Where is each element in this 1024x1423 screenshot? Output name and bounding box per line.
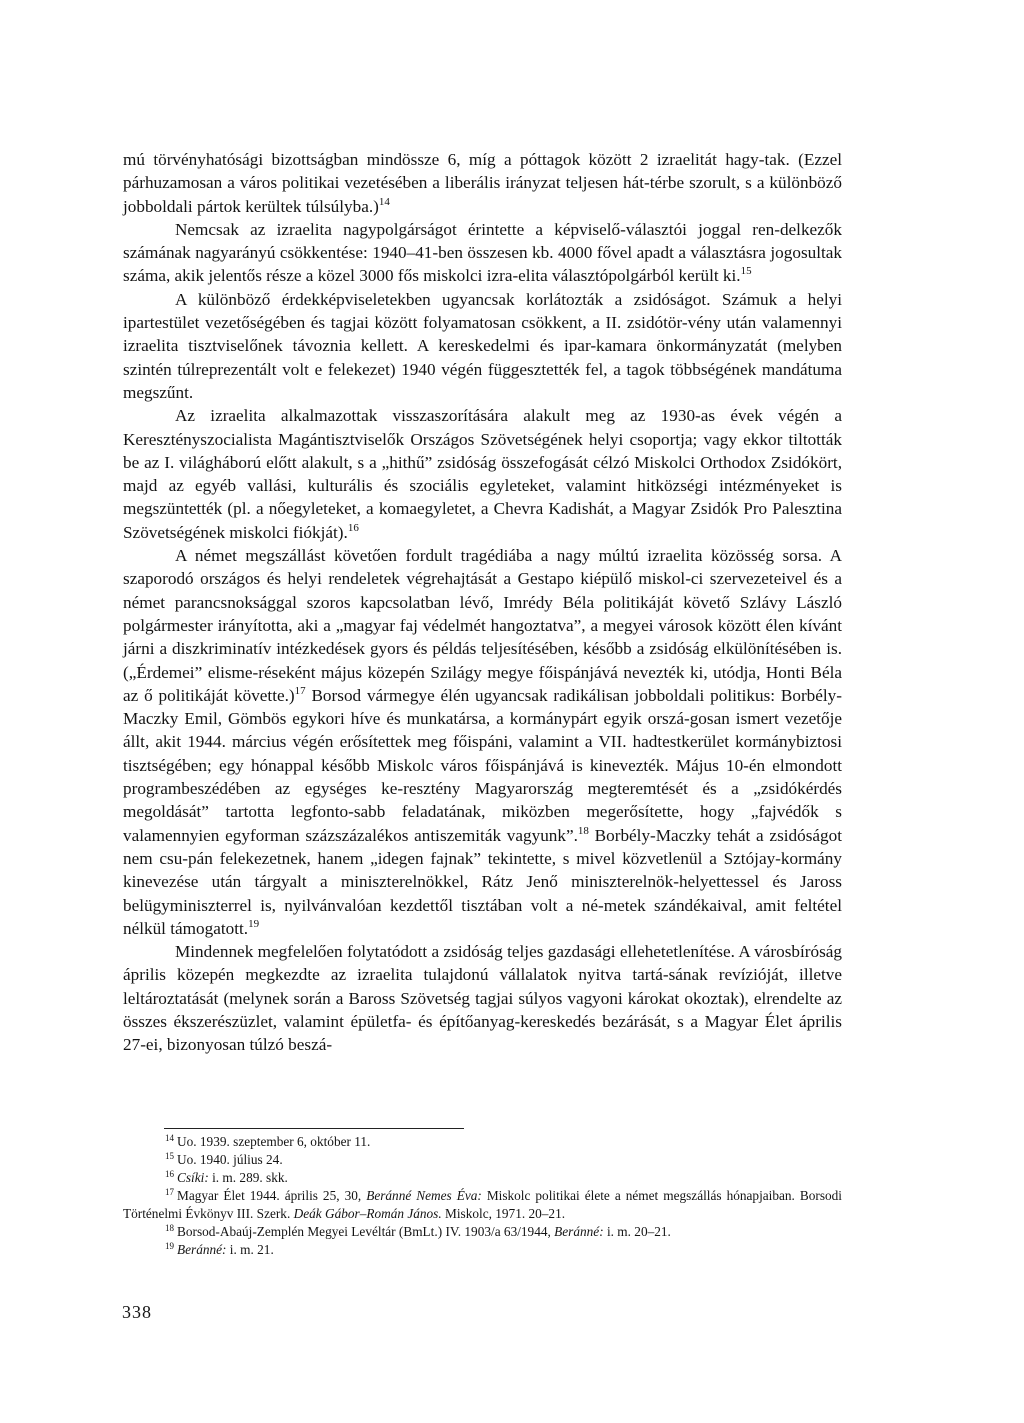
footnote-author: Beránné: bbox=[554, 1224, 604, 1239]
footnote-text: i. m. 289. skk. bbox=[208, 1170, 288, 1185]
paragraph-text: Nemcsak az izraelita nagypolgárságot érintette a képviselő-választói joggal ren-delkezők számának nagyarányú csökkentése: 1940–41-ben összesen kb. 4000 fővel apadt a választásra jogosultak száma, akik jelentős része a közel 3000 fős miskolci izra-elita választópolgárból került ki. bbox=[123, 219, 842, 286]
footnote-text: i. m. 21. bbox=[226, 1242, 274, 1257]
footnote-author: Beránné Nemes Éva: bbox=[366, 1188, 482, 1203]
footnote-19 bbox=[123, 1241, 842, 1259]
footnote-ref-18: 18 bbox=[577, 824, 589, 837]
footnote-15 bbox=[123, 1151, 842, 1169]
paragraph-text: A német megszállást követően fordult tragédiába a nagy múltú izraelita közösség sorsa. A szaporodó országos és helyi rendeletek végrehajtását a Gestapo kiépülő miskol-ci szervezeteivel és a német parancsnoksággal szoros kapcsolatban lévő, Imrédy Béla politikáját követő Szlávy László polgármester irányította, aki a „magyar faj védelmét hangoztatva”, a megyei városok között élen kívánt járni a diszkriminatív intézkedések gyors és példás teljesítésében, később a zsidóság elkülönítésében is. („Érdemei” elisme-réseként május közepén Szilágy megye főispánjává nevezték ki, utódja, Honti Béla az ő politikáját követte.) bbox=[123, 546, 842, 705]
footnote-divider bbox=[164, 1128, 464, 1129]
footnote-ref-17: 17 bbox=[294, 684, 306, 697]
footnote-14 bbox=[123, 1133, 842, 1151]
page-number: 338 bbox=[122, 1302, 152, 1322]
footnote-18 bbox=[123, 1223, 842, 1241]
paragraph-1 bbox=[123, 148, 842, 218]
footnote-number: 17 bbox=[165, 1187, 174, 1197]
footnote-text: Uo. 1940. július 24. bbox=[177, 1152, 283, 1167]
footnote-editors: Deák Gábor–Román János. bbox=[293, 1206, 442, 1221]
footnote-number: 15 bbox=[165, 1151, 174, 1161]
footnote-ref-19: 19 bbox=[248, 917, 260, 930]
paragraph-4 bbox=[123, 404, 842, 544]
paragraph-2 bbox=[123, 218, 842, 288]
paragraph-text-cont2: Borbély-Maczky tehát a zsidóságot nem csu-pán felekezetnek, hanem „idegen fajnak” tekintette, s mivel közvetlenül a Sztójay-kormány kinevezése után tárgyalt a miniszterelnökkel, Rátz Jenő miniszterelnök-helyettessel és Jaross belügyminiszterrel is, nyilvánvalóan kezdettől tisztában volt a né-metek szándékaival, amit feltétel nélkül támogatott. bbox=[123, 825, 842, 938]
footnote-17 bbox=[123, 1187, 842, 1223]
footnote-ref-15: 15 bbox=[740, 265, 752, 278]
footnote-number: 14 bbox=[165, 1133, 174, 1143]
footnote-number: 16 bbox=[165, 1169, 174, 1179]
footnote-author: Csíki: bbox=[177, 1170, 209, 1185]
paragraph-text: Mindennek megfelelően folytatódott a zsidóság teljes gazdasági ellehetetlenítése. A városbíróság április közepén megkezdte az izraelita tulajdonú vállalatok nyitva tartá-sának revízióját, illetve leltároztatását (melynek során a Baross Szövetség tagjai súlyos vagyoni károkat okoztak), elrendelte az összes ékszerészüzlet, valamint épületfa- és építőanyag-kereskedés bezárását, s a Magyar Élet április 27-ei, bizonyosan túlzó beszá- bbox=[123, 942, 842, 1055]
footnotes bbox=[123, 1133, 842, 1259]
body-text bbox=[123, 148, 842, 1057]
paragraph-text: Az izraelita alkalmazottak visszaszorítására alakult meg az 1930-as évek végén a Keresztényszocialista Magántisztviselők Országos Szövetségének helyi csoportja; vagy ekkor tiltották be az I. világháború előtt alakult, s a „hithű” zsidóság összefogását célzó Miskolci Orthodox Zsidókört, majd az egyéb vallási, kulturális és szociális egyleteket, valamint hitközségi intézményeket is megszüntették (pl. a nőegyleteket, a komaegyletet, a Chevra Kadishát, a Magyar Zsidók Pro Palesztina Szövetségének miskolci fiókját). bbox=[123, 406, 842, 542]
footnote-ref-14: 14 bbox=[378, 195, 390, 208]
paragraph-6 bbox=[123, 940, 842, 1056]
footnote-text: Magyar Élet 1944. április 25, 30, bbox=[177, 1188, 367, 1203]
footnote-text: i. m. 20–21. bbox=[603, 1224, 671, 1239]
footnote-number: 18 bbox=[165, 1223, 174, 1233]
footnote-text: Borsod-Abaúj-Zemplén Megyei Levéltár (BmLt.) IV. 1903/a 63/1944, bbox=[177, 1224, 555, 1239]
footnote-ref-16: 16 bbox=[347, 521, 359, 534]
footnote-text: Miskolc politikai élete a német megszállás hónapjaiban. Borsodi Történelmi Évkönyv III. Szerk. bbox=[123, 1188, 842, 1221]
paragraph-text: A különböző érdekképviseletekben ugyancsak korlátozták a zsidóságot. Számuk a helyi ipartestület vezetőségében és tagjai között folyamatosan csökkent, a II. zsidótör-vény után valamennyi izraelita tisztviselőnek távoznia kellett. A kereskedelmi és ipar-kamara önkormányzatát (melyben szintén túlreprezentált volt e felekezet) 1940 végén függesztették fel, a tagok többségének mandátuma megszűnt. bbox=[123, 289, 842, 402]
footnote-text: Uo. 1939. szeptember 6, október 11. bbox=[177, 1134, 371, 1149]
footnote-author: Beránné: bbox=[177, 1242, 227, 1257]
paragraph-3 bbox=[123, 288, 842, 404]
paragraph-text: mú törvényhatósági bizottságban mindössze 6, míg a póttagok között 2 izraelitát hagy-tak. (Ezzel párhuzamosan a város politikai vezetésében a liberális irányzat teljesen hát-térbe szorult, s a különböző jobboldali pártok kerültek túlsúlyba.) bbox=[123, 150, 842, 216]
paragraph-5 bbox=[123, 544, 842, 940]
footnote-16 bbox=[123, 1169, 842, 1187]
paragraph-text-cont: Borsod vármegye élén ugyancsak radikálisan jobboldali politikus: Borbély-Maczky Emil, Gömbös egykori híve és munkatársa, a kormánypárt egyik orszá-gosan ismert vezetője állt, akit 1944. március végén erősítettek meg főispáni, valamint a VII. hadtestkerület kormánybiztosi tisztségében; egy hónappal később Miskolc város főispánjává is kinevezték. Május 10-én elmondott programbeszédében az egységes ke-resztény Magyarország megteremtését és a „zsidókérdés megoldását” tartotta legfonto-sabb feladatának, miközben megerősítette, hogy „fajvédők s valamennyien egyforman százszázalékos antiszemiták vagyunk”. bbox=[123, 685, 842, 845]
footnote-text: Miskolc, 1971. 20–21. bbox=[441, 1206, 566, 1221]
footnote-number: 19 bbox=[165, 1241, 174, 1251]
